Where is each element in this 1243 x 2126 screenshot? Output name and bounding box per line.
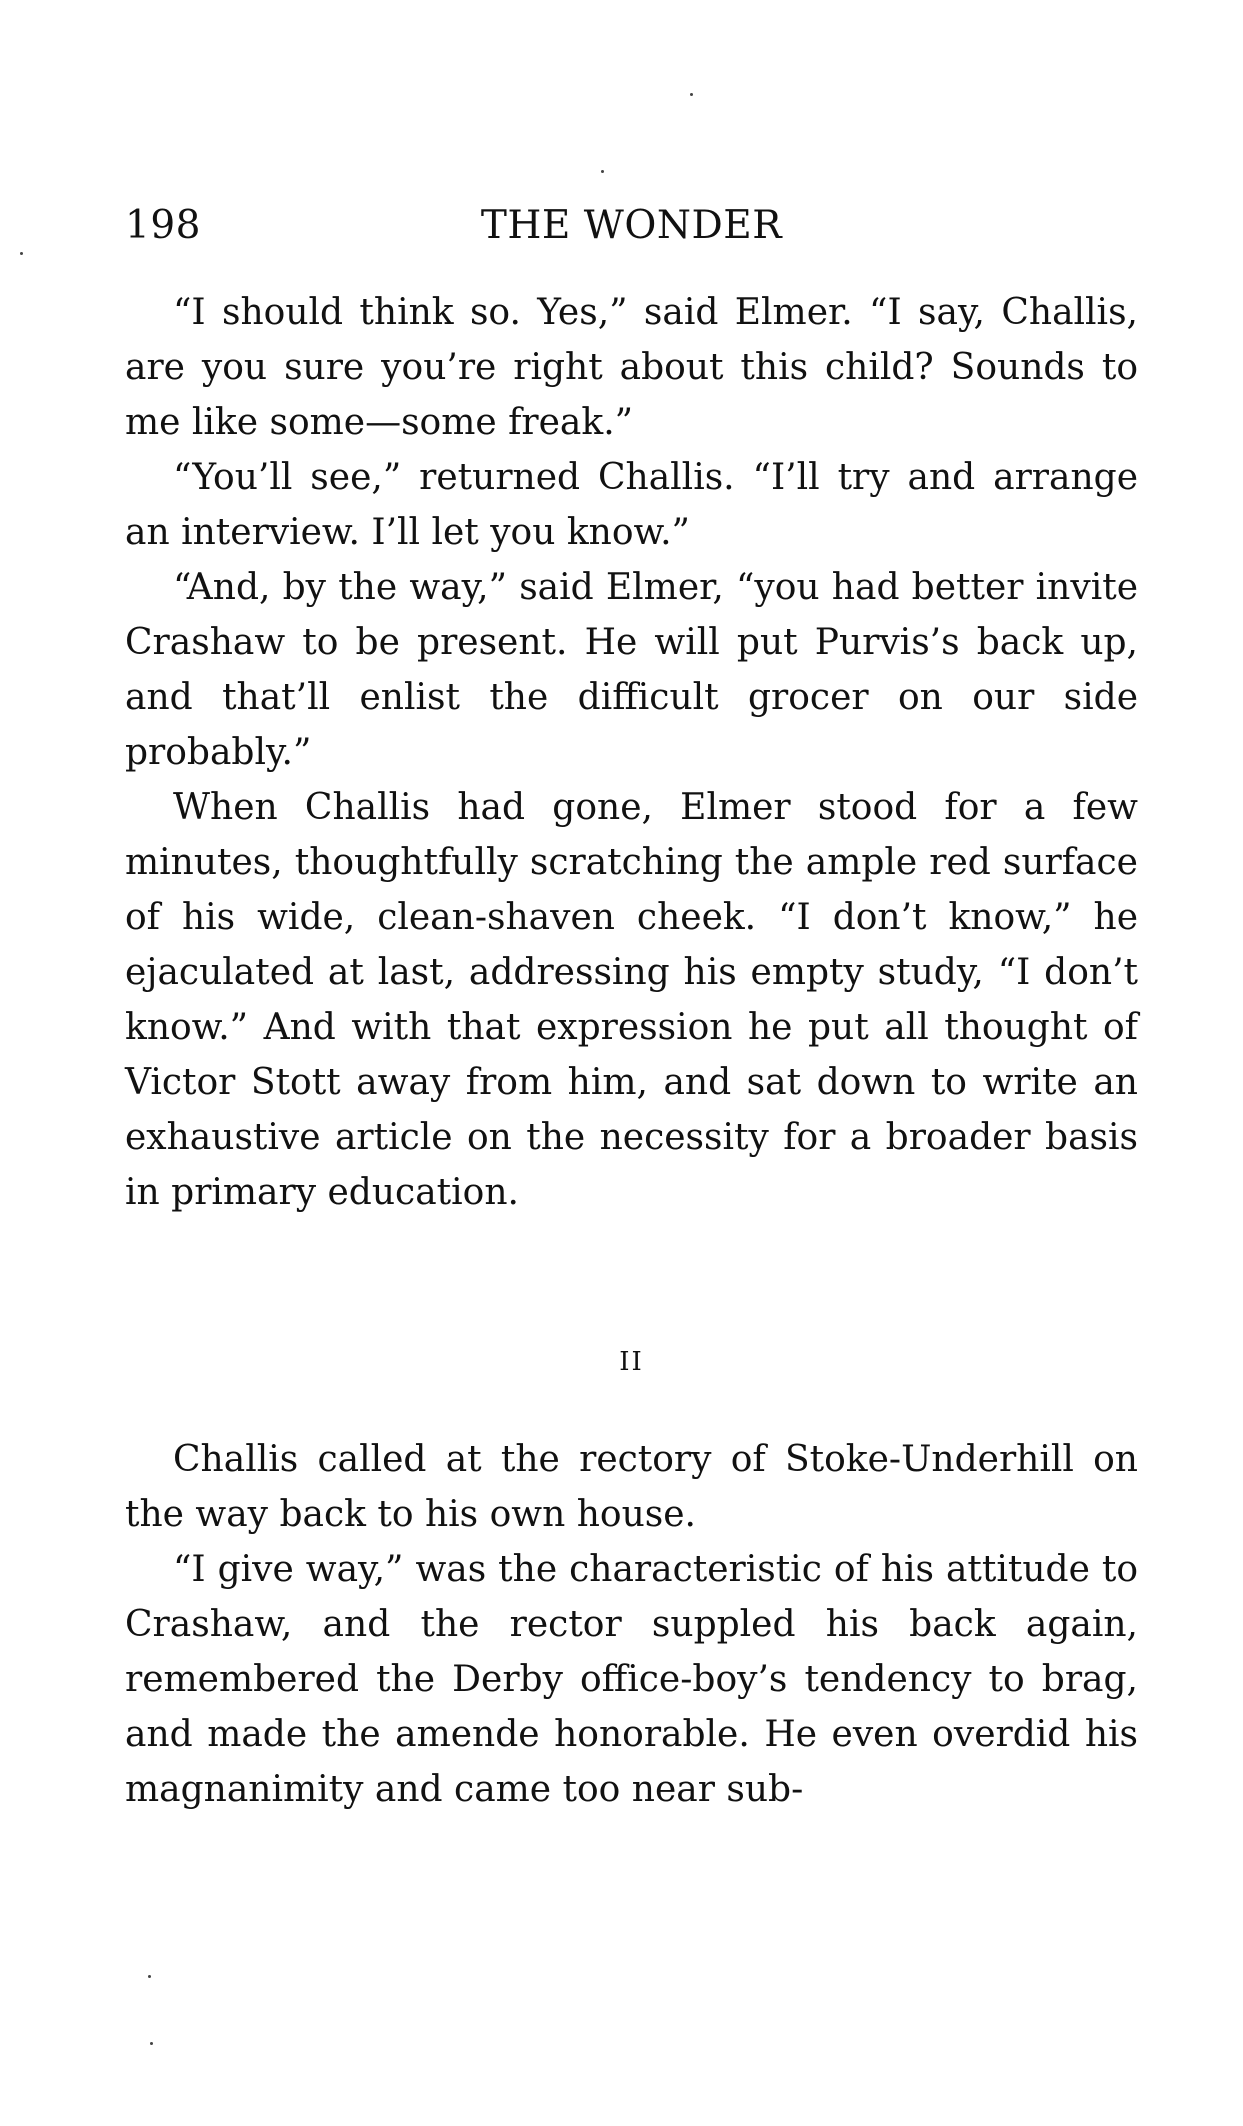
paragraph: Challis called at the rectory of Stoke-Underhill on the way back to his own house. — [125, 1439, 1138, 1535]
running-title: THE WONDER — [480, 203, 783, 248]
section-heading: II — [619, 1347, 644, 1377]
scan-speck — [601, 170, 604, 173]
scan-speck — [20, 252, 23, 255]
paragraph: “And, by the way,” said Elmer, “you had better invite Crashaw to be present. He will put Purvis’s back up, and that’ll enlist the difficult grocer on our side probably.” — [125, 567, 1138, 773]
scan-speck — [150, 2042, 153, 2045]
paragraph: When Challis had gone, Elmer stood for a few minutes, thoughtfully scratching the ample red surface of his wide, clean-shaven cheek. “I don’t know,” he ejaculated at last, addressing his empty study, “I don’t know.” And with that expression he put all thought of Victor Stott away from him, and sat down to write an exhaustive article on the necessity for a broader basis in primary education. — [125, 787, 1138, 1213]
page-number: 198 — [125, 203, 201, 248]
paragraph: “I should think so. Yes,” said Elmer. “I say, Challis, are you sure you’re right about this child? Sounds to me like some—some freak.” — [125, 292, 1138, 443]
text-block-after-section — [125, 1432, 1138, 1817]
paragraph: “I give way,” was the characteristic of his attitude to Crashaw, and the rector suppled his back again, remembered the Derby office-boy’s tendency to brag, and made the amende honorable. He even overdid his magnanimity and came too near sub- — [125, 1549, 1138, 1810]
page-header — [125, 200, 1138, 252]
paragraph: “You’ll see,” returned Challis. “I’ll try and arrange an interview. I’ll let you know.” — [125, 457, 1138, 553]
scan-speck — [148, 1975, 151, 1978]
text-block-before-section — [125, 285, 1138, 1220]
scan-speck — [690, 93, 693, 96]
